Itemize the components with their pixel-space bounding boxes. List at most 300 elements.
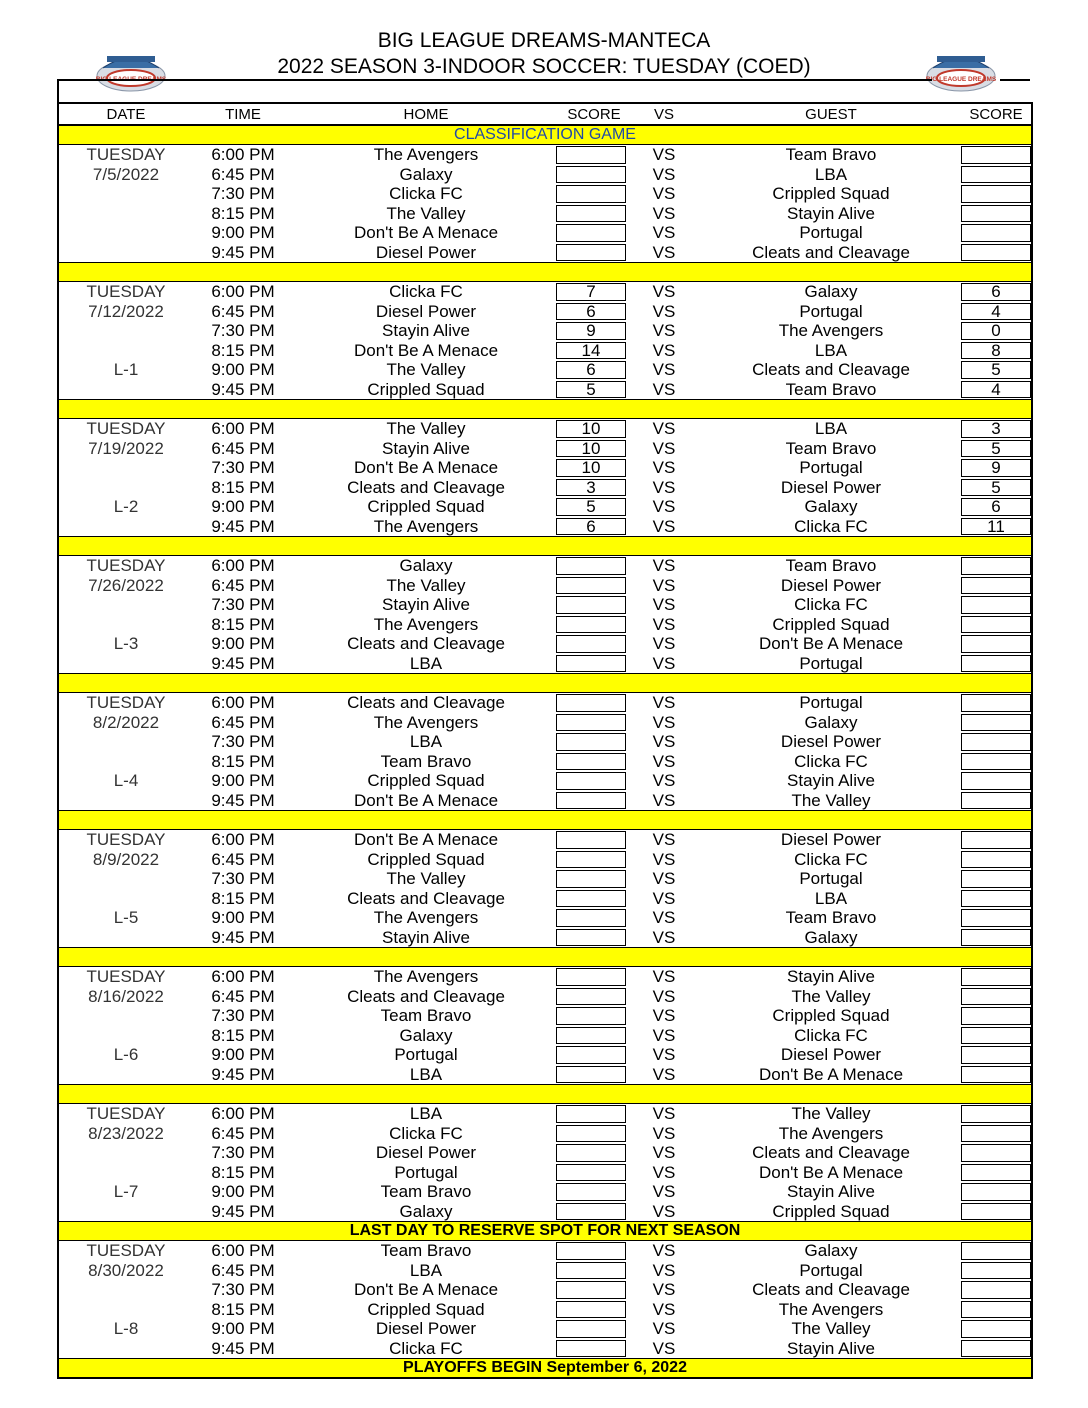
game-date: TUESDAY — [86, 693, 166, 712]
guest-score-box[interactable]: 8 — [961, 342, 1031, 360]
home-team: The Valley — [386, 869, 466, 888]
logo-text: BIG LEAGUE DREAMS — [925, 76, 997, 83]
game-date: L-6 — [113, 1045, 139, 1064]
home-score-box[interactable]: 10 — [556, 459, 626, 477]
vs-label: VS — [652, 614, 676, 634]
guest-score-box[interactable]: 3 — [961, 420, 1031, 438]
guest-score-box[interactable] — [961, 1301, 1031, 1319]
vs-label: VS — [652, 732, 676, 751]
week-banner — [59, 674, 1031, 693]
guest-team: Stayin Alive — [787, 967, 875, 986]
game-row — [59, 282, 1031, 302]
guest-score-box[interactable] — [961, 1105, 1031, 1123]
guest-team: Don't Be A Menace — [758, 634, 904, 653]
home-team: The Avengers — [373, 145, 479, 164]
game-time: 9:45 PM — [211, 1064, 275, 1084]
game-date: 7/26/2022 — [88, 575, 164, 595]
game-row — [59, 1300, 1031, 1320]
home-team: Diesel Power — [375, 242, 477, 262]
guest-score-box[interactable] — [961, 146, 1031, 164]
home-team: Team Bravo — [380, 1182, 472, 1201]
guest-score-box[interactable] — [961, 1183, 1031, 1201]
game-date: L-8 — [113, 1319, 139, 1338]
home-score-box[interactable] — [556, 655, 626, 673]
guest-score-box[interactable] — [961, 577, 1031, 595]
guest-team: Team Bravo — [785, 438, 877, 458]
vs-label: VS — [652, 282, 676, 301]
game-row — [59, 1261, 1031, 1281]
guest-team: The Valley — [791, 1104, 871, 1123]
home-team: Clicka FC — [389, 1123, 463, 1143]
home-score-box[interactable]: 14 — [556, 342, 626, 360]
game-date: TUESDAY — [86, 556, 166, 575]
home-score-box[interactable]: 6 — [556, 518, 626, 536]
league-logo-left — [95, 46, 167, 94]
game-time: 6:45 PM — [211, 575, 275, 595]
vs-label: VS — [652, 1006, 676, 1025]
home-team: Diesel Power — [375, 1319, 477, 1338]
game-time: 6:45 PM — [211, 301, 275, 321]
home-score-box[interactable] — [556, 1007, 626, 1025]
home-team: Crippled Squad — [367, 379, 485, 399]
guest-score-box[interactable] — [961, 1340, 1031, 1358]
guest-score-box[interactable] — [961, 1046, 1031, 1064]
home-score-box[interactable]: 5 — [556, 381, 626, 399]
home-score-box[interactable] — [556, 1281, 626, 1299]
guest-team: Galaxy — [804, 1241, 858, 1260]
home-score-box[interactable]: 7 — [556, 283, 626, 301]
vs-label: VS — [652, 575, 676, 595]
guest-score-box[interactable] — [961, 244, 1031, 262]
game-time: 8:15 PM — [211, 1299, 275, 1319]
game-time: 7:30 PM — [211, 869, 275, 888]
vs-label: VS — [652, 849, 676, 869]
home-score-box[interactable]: 9 — [556, 322, 626, 340]
guest-team: Galaxy — [804, 497, 858, 516]
vs-label: VS — [652, 438, 676, 458]
home-score-box[interactable] — [556, 1144, 626, 1162]
home-score-box[interactable]: 6 — [556, 303, 626, 321]
home-team: Don't Be A Menace — [353, 830, 499, 849]
guest-team: Clicka FC — [794, 1025, 868, 1045]
guest-score-box[interactable]: 5 — [961, 440, 1031, 458]
game-row — [59, 1319, 1031, 1339]
guest-team: LBA — [814, 419, 848, 438]
guest-score-box[interactable] — [961, 166, 1031, 184]
game-row — [59, 1339, 1031, 1359]
game-time: 9:45 PM — [211, 653, 275, 673]
game-row — [59, 1182, 1031, 1202]
home-score-box[interactable] — [556, 146, 626, 164]
vs-label: VS — [652, 986, 676, 1006]
vs-label: VS — [652, 242, 676, 262]
vs-label: VS — [652, 419, 676, 438]
home-score-box[interactable] — [556, 870, 626, 888]
game-row — [59, 987, 1031, 1007]
guest-team: Portugal — [799, 1260, 863, 1280]
guest-score-box[interactable]: 0 — [961, 322, 1031, 340]
home-score-box[interactable]: 3 — [556, 479, 626, 497]
game-time: 6:00 PM — [211, 1104, 275, 1123]
guest-score-box[interactable] — [961, 1144, 1031, 1162]
vs-label: VS — [652, 634, 676, 653]
guest-team: Cleats and Cleavage — [752, 242, 910, 262]
game-time: 9:45 PM — [211, 1201, 275, 1221]
home-score-box[interactable] — [556, 1301, 626, 1319]
game-row — [59, 1006, 1031, 1026]
home-score-box[interactable] — [556, 1340, 626, 1358]
guest-score-box[interactable] — [961, 1262, 1031, 1280]
vs-label: VS — [652, 1280, 676, 1299]
game-time: 7:30 PM — [211, 458, 275, 477]
guest-score-box[interactable] — [961, 988, 1031, 1006]
home-score-box[interactable] — [556, 1242, 626, 1260]
game-time: 6:45 PM — [211, 1123, 275, 1143]
home-score-box[interactable] — [556, 1125, 626, 1143]
game-row — [59, 771, 1031, 791]
home-score-box[interactable] — [556, 988, 626, 1006]
col-vs: VS — [653, 106, 674, 123]
guest-score-box[interactable] — [961, 1281, 1031, 1299]
vs-label: VS — [652, 301, 676, 321]
home-team: The Valley — [386, 419, 466, 438]
guest-score-box[interactable] — [961, 1066, 1031, 1084]
home-team: Galaxy — [399, 164, 453, 184]
guest-score-box[interactable] — [961, 616, 1031, 634]
game-date: L-5 — [113, 908, 139, 927]
guest-team: Galaxy — [804, 712, 858, 732]
game-date: L-2 — [113, 497, 139, 516]
game-date: TUESDAY — [86, 1241, 166, 1260]
col-time: TIME — [225, 106, 261, 123]
vs-label: VS — [652, 321, 676, 340]
top-rule-right — [1000, 79, 1030, 81]
guest-team: Portugal — [799, 223, 863, 242]
guest-team: Clicka FC — [794, 751, 868, 771]
home-score-box[interactable] — [556, 635, 626, 653]
home-team: Diesel Power — [375, 301, 477, 321]
home-team: Stayin Alive — [382, 321, 470, 340]
home-score-box[interactable] — [556, 224, 626, 242]
game-row — [59, 341, 1031, 361]
guest-score-box[interactable] — [961, 968, 1031, 986]
game-row — [59, 1202, 1031, 1222]
home-score-box[interactable] — [556, 714, 626, 732]
guest-score-box[interactable] — [961, 596, 1031, 614]
col-home: HOME — [403, 106, 449, 123]
guest-score-box[interactable] — [961, 909, 1031, 927]
home-team: Don't Be A Menace — [353, 223, 499, 242]
vs-label: VS — [652, 790, 676, 810]
game-date: 7/19/2022 — [88, 438, 164, 458]
vs-label: VS — [652, 927, 676, 947]
game-date: L-4 — [113, 771, 139, 790]
guest-score-box[interactable] — [961, 655, 1031, 673]
home-score-box[interactable] — [556, 1046, 626, 1064]
home-team: Galaxy — [399, 1025, 453, 1045]
guest-score-box[interactable] — [961, 870, 1031, 888]
week-block — [59, 1241, 1031, 1359]
game-row — [59, 458, 1031, 478]
game-time: 9:00 PM — [211, 908, 275, 927]
game-row — [59, 615, 1031, 635]
home-team: Stayin Alive — [382, 927, 470, 947]
home-team: The Avengers — [373, 908, 479, 927]
home-score-box[interactable] — [556, 890, 626, 908]
home-score-box[interactable] — [556, 557, 626, 575]
vs-label: VS — [652, 771, 676, 790]
guest-team: Clicka FC — [794, 516, 868, 536]
guest-score-box[interactable] — [961, 694, 1031, 712]
home-score-box[interactable] — [556, 968, 626, 986]
game-time: 7:30 PM — [211, 732, 275, 751]
vs-label: VS — [652, 830, 676, 849]
guest-score-box[interactable] — [961, 1125, 1031, 1143]
guest-score-box[interactable] — [961, 733, 1031, 751]
game-row — [59, 517, 1031, 537]
game-row — [59, 184, 1031, 204]
vs-label: VS — [652, 1162, 676, 1182]
guest-team: Team Bravo — [785, 908, 877, 927]
home-team: The Valley — [386, 360, 466, 379]
home-score-box[interactable] — [556, 733, 626, 751]
guest-team: Stayin Alive — [787, 1182, 875, 1201]
guest-score-box[interactable] — [961, 831, 1031, 849]
home-score-box[interactable] — [556, 1262, 626, 1280]
vs-label: VS — [652, 653, 676, 673]
guest-team: Crippled Squad — [772, 1201, 890, 1221]
home-team: Stayin Alive — [382, 595, 470, 614]
week-block — [59, 830, 1031, 948]
game-time: 6:45 PM — [211, 712, 275, 732]
game-time: 6:45 PM — [211, 986, 275, 1006]
game-time: 6:00 PM — [211, 1241, 275, 1260]
game-time: 8:15 PM — [211, 1025, 275, 1045]
home-score-box[interactable] — [556, 205, 626, 223]
guest-score-box[interactable] — [961, 635, 1031, 653]
vs-label: VS — [652, 693, 676, 712]
guest-score-box[interactable] — [961, 772, 1031, 790]
vs-label: VS — [652, 223, 676, 242]
home-score-box[interactable] — [556, 616, 626, 634]
home-score-box[interactable] — [556, 1027, 626, 1045]
game-date: 8/9/2022 — [92, 849, 160, 869]
vs-label: VS — [652, 751, 676, 771]
home-score-box[interactable]: 5 — [556, 498, 626, 516]
guest-team: Diesel Power — [780, 830, 882, 849]
guest-score-box[interactable]: 4 — [961, 381, 1031, 399]
home-score-box[interactable] — [556, 694, 626, 712]
game-row — [59, 752, 1031, 772]
game-row — [59, 1026, 1031, 1046]
game-date: L-3 — [113, 634, 139, 653]
vs-label: VS — [652, 869, 676, 888]
game-row — [59, 204, 1031, 224]
guest-score-box[interactable] — [961, 851, 1031, 869]
guest-score-box[interactable] — [961, 753, 1031, 771]
game-date: TUESDAY — [86, 967, 166, 986]
game-time: 6:45 PM — [211, 849, 275, 869]
guest-score-box[interactable] — [961, 1007, 1031, 1025]
game-row — [59, 360, 1031, 380]
guest-score-box[interactable] — [961, 929, 1031, 947]
game-row — [59, 693, 1031, 713]
game-time: 6:45 PM — [211, 438, 275, 458]
home-score-box[interactable] — [556, 753, 626, 771]
game-row — [59, 1280, 1031, 1300]
guest-team: Don't Be A Menace — [758, 1162, 904, 1182]
game-row — [59, 1143, 1031, 1163]
home-team: Cleats and Cleavage — [347, 634, 505, 653]
vs-label: VS — [652, 145, 676, 164]
guest-score-box[interactable] — [961, 557, 1031, 575]
guest-score-box[interactable] — [961, 1164, 1031, 1182]
vs-label: VS — [652, 1143, 676, 1162]
home-score-box[interactable]: 10 — [556, 440, 626, 458]
guest-score-box[interactable] — [961, 224, 1031, 242]
game-time: 6:00 PM — [211, 145, 275, 164]
guest-score-box[interactable] — [961, 205, 1031, 223]
game-date: L-1 — [113, 360, 139, 379]
game-time: 8:15 PM — [211, 340, 275, 360]
game-date: TUESDAY — [86, 145, 166, 164]
game-date: 7/5/2022 — [92, 164, 160, 184]
vs-label: VS — [652, 908, 676, 927]
game-time: 6:00 PM — [211, 556, 275, 575]
guest-team: Crippled Squad — [772, 184, 890, 203]
home-score-box[interactable]: 10 — [556, 420, 626, 438]
vs-label: VS — [652, 164, 676, 184]
game-row — [59, 634, 1031, 654]
vs-label: VS — [652, 1338, 676, 1358]
game-date: 8/30/2022 — [88, 1260, 164, 1280]
game-row — [59, 732, 1031, 752]
home-score-box[interactable] — [556, 909, 626, 927]
game-row — [59, 576, 1031, 596]
top-rule — [57, 79, 932, 81]
home-score-box[interactable] — [556, 772, 626, 790]
guest-score-box[interactable]: 6 — [961, 498, 1031, 516]
game-time: 6:45 PM — [211, 164, 275, 184]
home-score-box[interactable] — [556, 1203, 626, 1221]
week-block — [59, 693, 1031, 811]
home-score-box[interactable] — [556, 1105, 626, 1123]
game-time: 9:00 PM — [211, 1045, 275, 1064]
left-margin-mark — [57, 80, 59, 102]
home-score-box[interactable]: 6 — [556, 361, 626, 379]
guest-score-box[interactable]: 4 — [961, 303, 1031, 321]
guest-score-box[interactable] — [961, 890, 1031, 908]
game-row — [59, 302, 1031, 322]
game-row — [59, 243, 1031, 263]
guest-score-box[interactable] — [961, 185, 1031, 203]
home-score-box[interactable] — [556, 929, 626, 947]
home-team: Galaxy — [399, 556, 453, 575]
guest-score-box[interactable] — [961, 1242, 1031, 1260]
home-score-box[interactable] — [556, 1320, 626, 1338]
column-header-row — [59, 104, 1031, 126]
guest-team: Crippled Squad — [772, 1006, 890, 1025]
vs-label: VS — [652, 458, 676, 477]
guest-score-box[interactable] — [961, 792, 1031, 810]
week-banner-text: LAST DAY TO RESERVE SPOT FOR NEXT SEASON — [349, 1222, 741, 1239]
game-time: 8:15 PM — [211, 888, 275, 908]
home-score-box[interactable] — [556, 1164, 626, 1182]
game-date: L-7 — [113, 1182, 139, 1201]
guest-score-box[interactable]: 11 — [961, 518, 1031, 536]
vs-label: VS — [652, 1045, 676, 1064]
guest-score-box[interactable] — [961, 1027, 1031, 1045]
game-time: 7:30 PM — [211, 1280, 275, 1299]
guest-team: LBA — [814, 888, 848, 908]
game-row — [59, 1104, 1031, 1124]
guest-team: Diesel Power — [780, 732, 882, 751]
guest-score-box[interactable] — [961, 714, 1031, 732]
game-row — [59, 1241, 1031, 1261]
home-score-box[interactable] — [556, 831, 626, 849]
guest-team: Stayin Alive — [787, 1338, 875, 1358]
home-score-box[interactable] — [556, 792, 626, 810]
home-team: The Valley — [386, 203, 466, 223]
home-team: The Valley — [386, 575, 466, 595]
vs-label: VS — [652, 1064, 676, 1084]
vs-label: VS — [652, 888, 676, 908]
game-time: 8:15 PM — [211, 614, 275, 634]
guest-score-box[interactable] — [961, 1320, 1031, 1338]
game-time: 9:45 PM — [211, 927, 275, 947]
game-date: TUESDAY — [86, 419, 166, 438]
vs-label: VS — [652, 1182, 676, 1201]
vs-label: VS — [652, 1025, 676, 1045]
guest-team: Don't Be A Menace — [758, 1064, 904, 1084]
game-time: 7:30 PM — [211, 184, 275, 203]
home-score-box[interactable] — [556, 185, 626, 203]
game-time: 7:30 PM — [211, 595, 275, 614]
guest-team: LBA — [814, 340, 848, 360]
home-team: Don't Be A Menace — [353, 1280, 499, 1299]
guest-team: Diesel Power — [780, 477, 882, 497]
home-score-box[interactable] — [556, 851, 626, 869]
week-block — [59, 145, 1031, 263]
home-score-box[interactable] — [556, 596, 626, 614]
guest-score-box[interactable]: 5 — [961, 479, 1031, 497]
week-banner — [59, 1085, 1031, 1104]
game-row — [59, 165, 1031, 185]
home-score-box[interactable] — [556, 1066, 626, 1084]
game-row — [59, 967, 1031, 987]
home-score-box[interactable] — [556, 166, 626, 184]
guest-team: Stayin Alive — [787, 771, 875, 790]
vs-label: VS — [652, 1123, 676, 1143]
vs-label: VS — [652, 203, 676, 223]
guest-score-box[interactable]: 5 — [961, 361, 1031, 379]
week-block — [59, 967, 1031, 1085]
weeks-container — [59, 126, 1031, 1359]
footer-banner — [59, 1359, 1031, 1377]
guest-team: Cleats and Cleavage — [752, 1280, 910, 1299]
guest-score-box[interactable]: 9 — [961, 459, 1031, 477]
game-row — [59, 1124, 1031, 1144]
game-time: 8:15 PM — [211, 751, 275, 771]
guest-score-box[interactable]: 6 — [961, 283, 1031, 301]
home-score-box[interactable] — [556, 1183, 626, 1201]
home-score-box[interactable] — [556, 577, 626, 595]
col-score-guest: SCORE — [969, 106, 1023, 123]
game-row — [59, 439, 1031, 459]
home-team: Galaxy — [399, 1201, 453, 1221]
home-score-box[interactable] — [556, 244, 626, 262]
guest-score-box[interactable] — [961, 1203, 1031, 1221]
